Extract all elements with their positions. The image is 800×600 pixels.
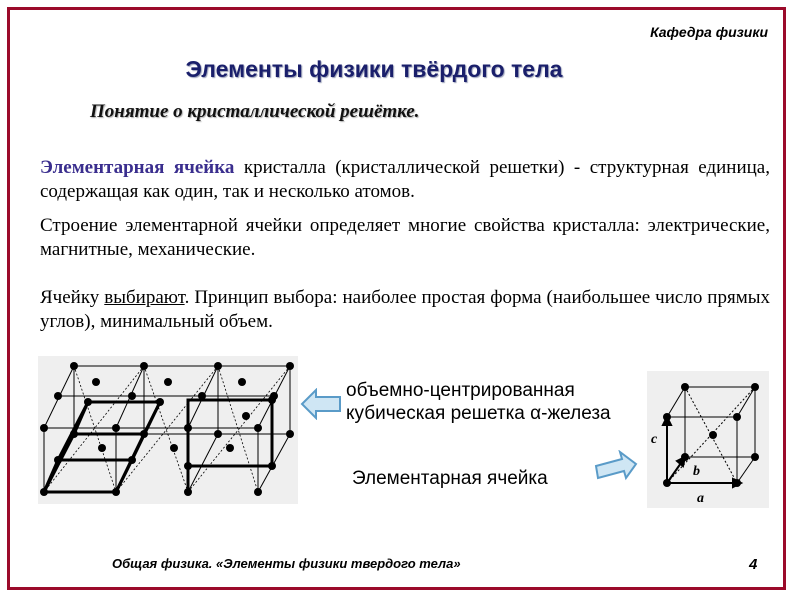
axis-c-label: c (651, 432, 658, 447)
department-label: Кафедра физики (650, 24, 768, 40)
cell-axes (663, 417, 741, 487)
definition-text: кристалла (кристаллической решетки) - структурная единица, содержащая как один, так и несколько атомов. (40, 157, 770, 202)
lattice-highlighted-cells (44, 400, 272, 492)
unit-cell-figure (647, 371, 769, 508)
lattice-caption-line2: кубическая решетка α-железа (346, 403, 611, 424)
selection-start: Ячейку (40, 287, 105, 308)
structure-paragraph: Строение элементарной ячейки определяет многие свойства кристалла: электрические, магнитные, механические. (40, 215, 770, 260)
unit-cell-caption: Элементарная ячейка (352, 468, 548, 489)
footer-course: Общая физика. «Элементы физики твердого тела» (112, 556, 461, 571)
lattice-caption-line1: объемно-центрированная (346, 380, 575, 401)
arrow-right-icon (594, 450, 638, 482)
arrow-left-icon (300, 388, 342, 420)
bcc-lattice-drawing (38, 356, 298, 504)
term-unit-cell: Элементарная ячейка (40, 157, 235, 178)
lattice-caption (346, 379, 611, 425)
selection-rest: . Принцип выбора: наиболее простая форма (наибольшее число прямых углов), минимальный объем. (40, 287, 770, 332)
selection-paragraph (40, 286, 770, 334)
unit-cell-drawing (647, 371, 769, 508)
slide-subtitle: Понятие о кристаллической решётке. (90, 101, 420, 122)
bcc-lattice-figure (38, 356, 298, 504)
axis-b-label: b (693, 464, 700, 479)
slide-title: Элементы физики твёрдого тела (185, 56, 563, 82)
definition-paragraph (40, 156, 770, 204)
page-number: 4 (749, 556, 758, 573)
axis-a-label: a (697, 491, 704, 506)
selection-underlined: выбирают (104, 287, 185, 308)
